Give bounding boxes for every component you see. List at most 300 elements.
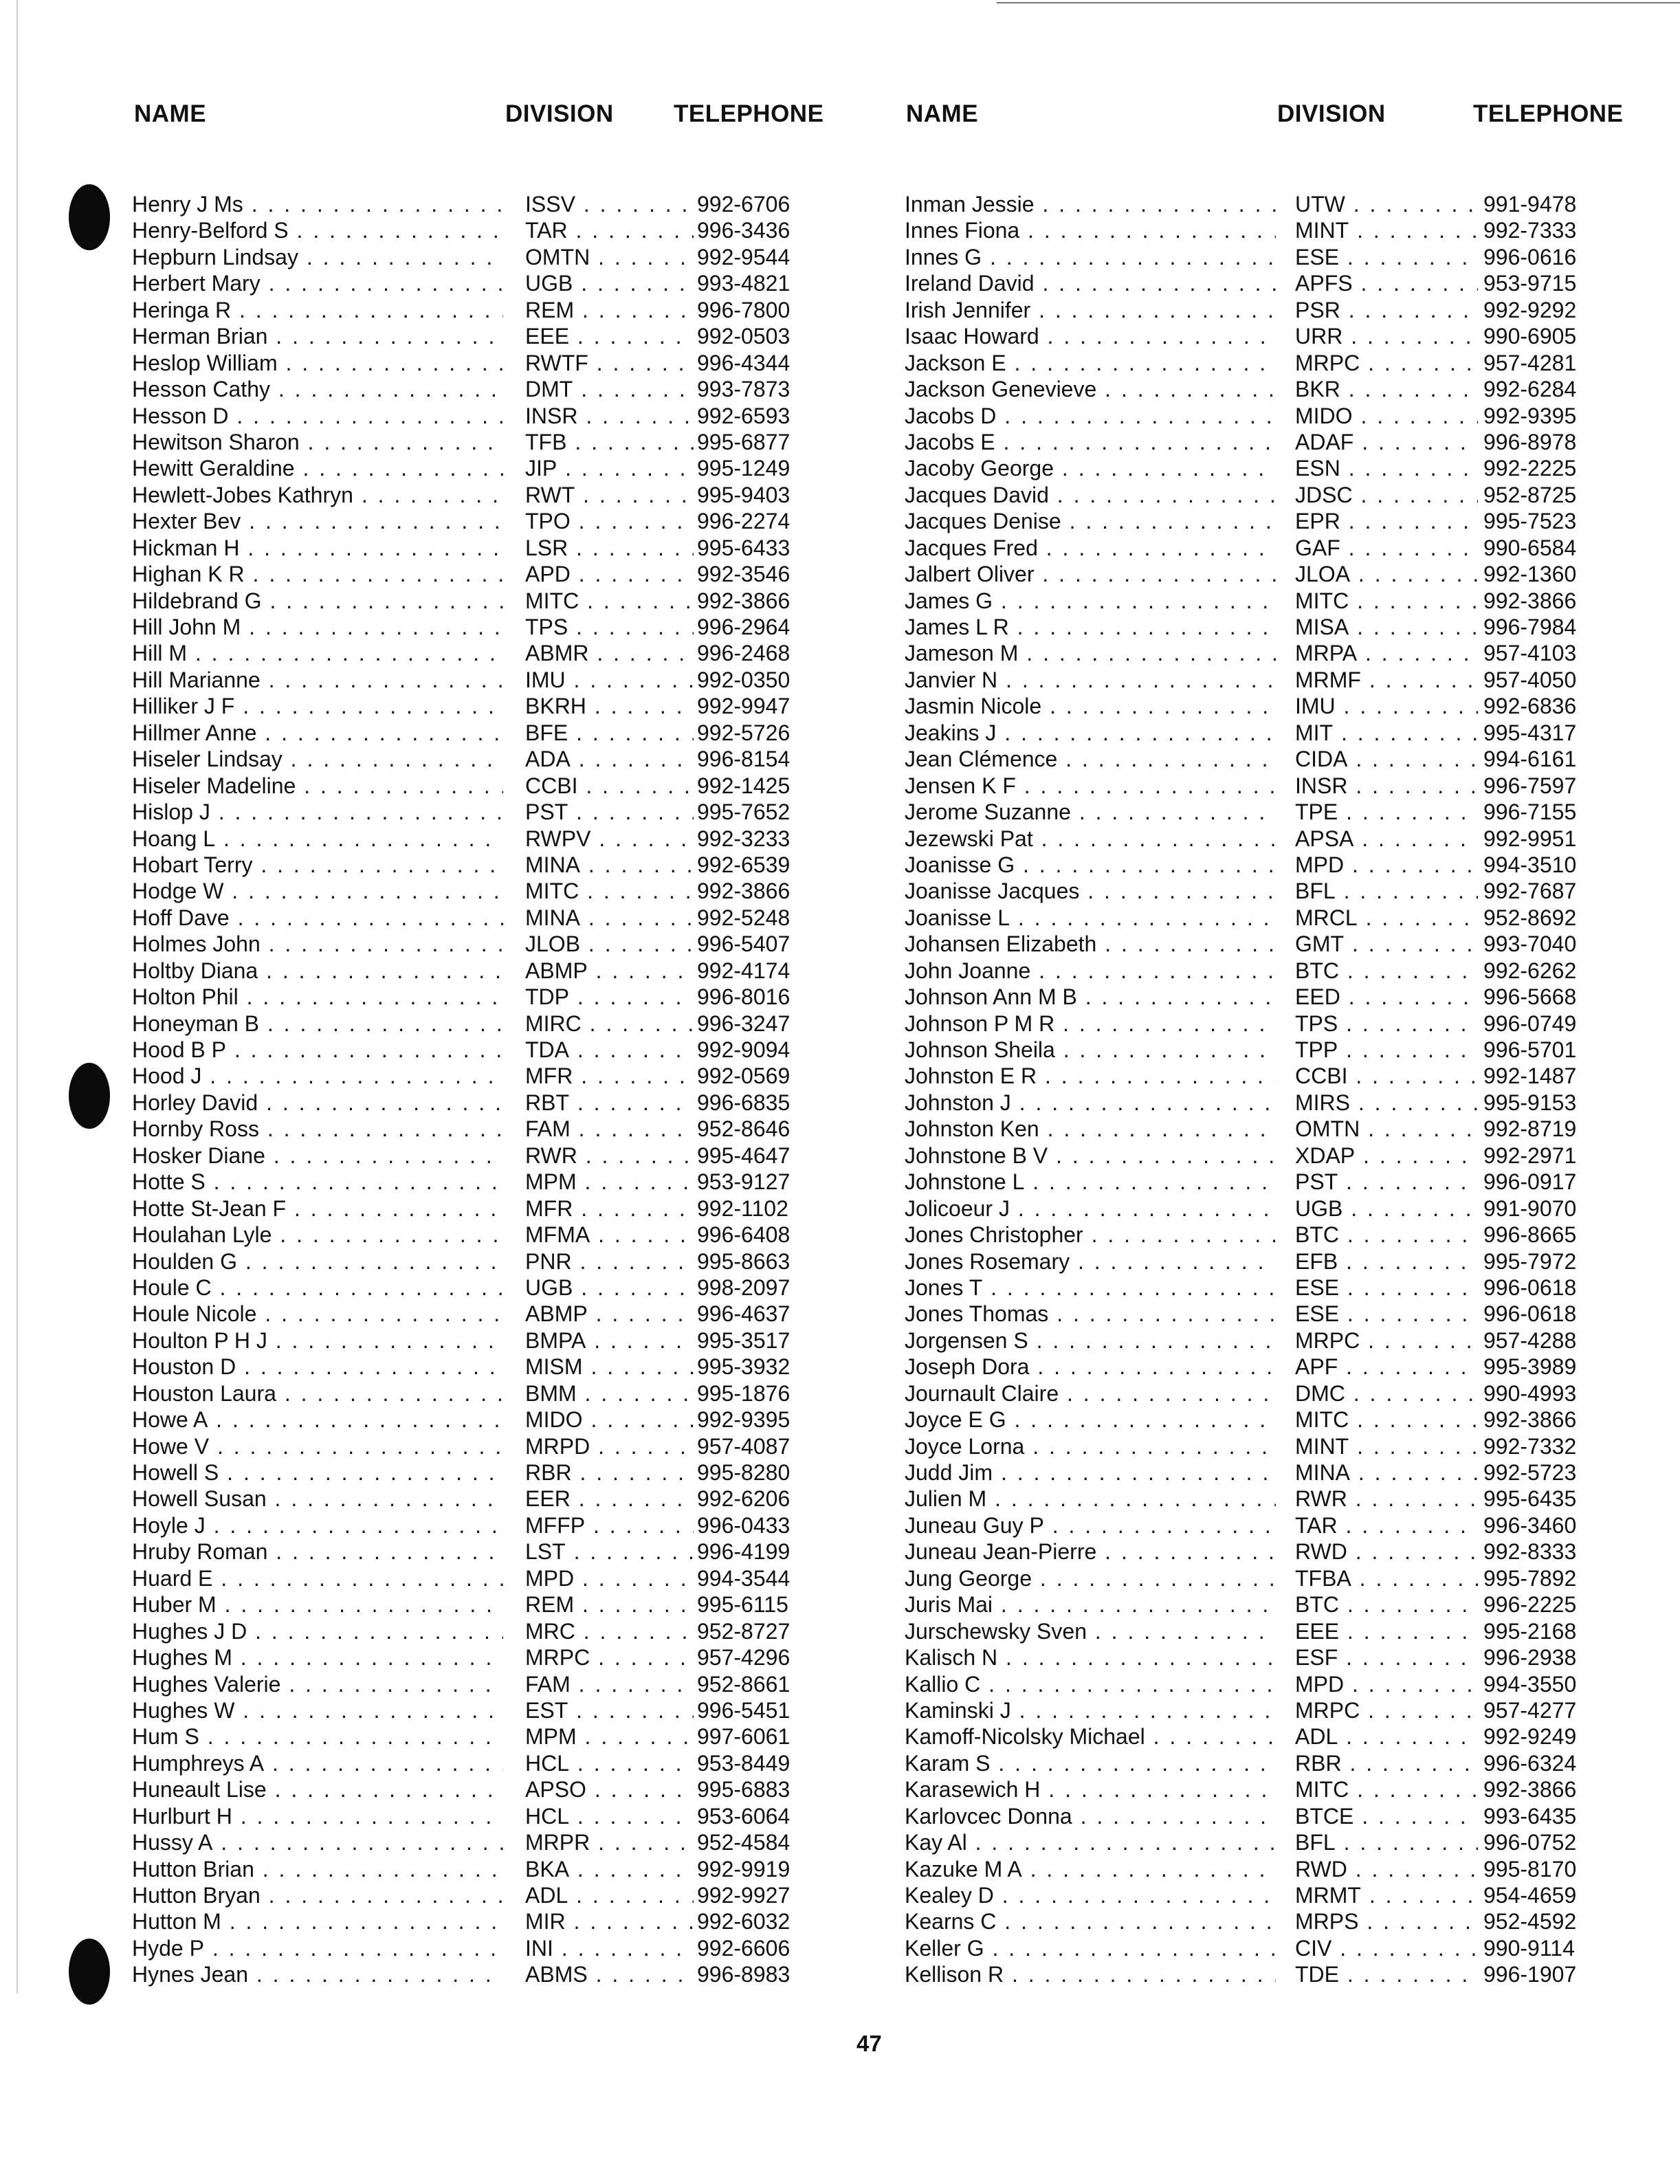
entry-division: APF . . .: [1295, 1354, 1478, 1380]
entry-telephone: 995-8663: [694, 1248, 790, 1275]
entry-division: MRPC . . .: [1295, 350, 1478, 376]
binder-hole: [69, 1063, 110, 1129]
entry-division: TPO . . .: [525, 508, 694, 534]
entry-name: Hughes J D . . .: [132, 1618, 503, 1644]
entry-division: MRPC . . .: [525, 1644, 694, 1670]
entry-name: Houle Nicole . . .: [132, 1301, 503, 1327]
entry-name: Hutton M . . .: [132, 1908, 503, 1934]
entry-telephone: 992-3866: [694, 588, 790, 614]
entry-division: MRPS . . .: [1295, 1908, 1478, 1934]
entry-name: Jacobs D . . .: [905, 403, 1276, 429]
entry-division: RBR . . .: [1295, 1750, 1478, 1776]
entry-name: Jacoby George . . .: [905, 455, 1276, 481]
entry-telephone: 996-5451: [694, 1697, 790, 1723]
entry-telephone: 990-4993: [1481, 1380, 1576, 1407]
entry-division: TPS . . .: [1295, 1011, 1478, 1037]
entry-division: ISSV . . .: [525, 191, 694, 217]
entry-division: BTC . . .: [1295, 1222, 1478, 1248]
entry-telephone: 957-4288: [1481, 1327, 1576, 1354]
entry-division: MINT . . .: [1295, 217, 1478, 243]
entry-name: Irish Jennifer . . .: [905, 297, 1276, 323]
entry-telephone: 992-2971: [1481, 1143, 1576, 1169]
entry-telephone: 990-6584: [1481, 535, 1576, 561]
entry-telephone: 996-2964: [694, 614, 790, 640]
entry-telephone: 996-8154: [694, 746, 790, 772]
entry-name: Hexter Bev . . .: [132, 508, 503, 534]
entry-telephone: 996-2225: [1481, 1591, 1576, 1618]
entry-telephone: 994-3550: [1481, 1671, 1576, 1697]
entry-name: Huneault Lise . . .: [132, 1776, 503, 1802]
entry-name: Henry-Belford S . . .: [132, 217, 503, 243]
entry-name: Huard E . . .: [132, 1565, 503, 1591]
entry-name: Hornby Ross . . .: [132, 1116, 503, 1142]
entry-telephone: 953-6064: [694, 1803, 790, 1829]
entry-telephone: 996-2938: [1481, 1644, 1576, 1670]
entry-name: Joyce E G . . .: [905, 1407, 1276, 1433]
entry-name: Jurschewsky Sven . . .: [905, 1618, 1276, 1644]
entry-name: Juneau Guy P . . .: [905, 1512, 1276, 1538]
entry-name: Henry J Ms . . .: [132, 191, 503, 217]
entry-telephone: 996-5407: [694, 931, 790, 957]
entry-telephone: 996-1907: [1481, 1961, 1576, 1987]
entry-telephone: 995-3989: [1481, 1354, 1576, 1380]
entry-telephone: 952-8725: [1481, 482, 1576, 508]
entry-division: IMU . . .: [1295, 693, 1478, 719]
entry-name: Jeakins J . . .: [905, 720, 1276, 746]
entry-division: CIDA . . .: [1295, 746, 1478, 772]
entry-division: BTC . . .: [1295, 958, 1478, 984]
entry-telephone: 996-8016: [694, 984, 790, 1010]
entry-division: MRMF . . .: [1295, 667, 1478, 693]
page-number: 47: [856, 2031, 882, 2056]
entry-division: TPE . . .: [1295, 799, 1478, 825]
entry-name: Jones Rosemary . . .: [905, 1248, 1276, 1275]
entry-telephone: 996-8665: [1481, 1222, 1576, 1248]
entry-name: Herman Brian . . .: [132, 323, 503, 349]
entry-name: Juris Mai . . .: [905, 1591, 1276, 1618]
entry-name: Keller G . . .: [905, 1935, 1276, 1961]
entry-name: Hill M . . .: [132, 640, 503, 666]
entry-telephone: 957-4281: [1481, 350, 1576, 376]
entry-name: Jacques David . . .: [905, 482, 1276, 508]
entry-division: RBR . . .: [525, 1459, 694, 1486]
entry-division: MINA . . .: [525, 905, 694, 931]
entry-telephone: 992-9395: [694, 1407, 790, 1433]
entry-division: FAM . . .: [525, 1116, 694, 1142]
entry-telephone: 957-4296: [694, 1644, 790, 1670]
entry-division: MITC . . .: [1295, 588, 1478, 614]
entry-name: Hilliker J F . . .: [132, 693, 503, 719]
entry-name: Jalbert Oliver . . .: [905, 561, 1276, 587]
entry-telephone: 992-0569: [694, 1063, 790, 1089]
entry-telephone: 995-9403: [694, 482, 790, 508]
entry-name: Hislop J . . .: [132, 799, 503, 825]
entry-name: Jolicoeur J . . .: [905, 1195, 1276, 1222]
entry-telephone: 992-5248: [694, 905, 790, 931]
entry-division: MPD . . .: [1295, 1671, 1478, 1697]
entry-division: ESF . . .: [1295, 1644, 1478, 1670]
entry-name: Hepburn Lindsay . . .: [132, 244, 503, 270]
entry-name: Joyce Lorna . . .: [905, 1433, 1276, 1459]
entry-name: Holtby Diana . . .: [132, 958, 503, 984]
entry-name: Jensen K F . . .: [905, 773, 1276, 799]
entry-telephone: 996-0618: [1481, 1301, 1576, 1327]
entry-name: Johnston Ken . . .: [905, 1116, 1276, 1142]
entry-telephone: 992-9947: [694, 693, 790, 719]
entry-name: Hillmer Anne . . .: [132, 720, 503, 746]
left-header-division: DIVISION: [505, 100, 614, 127]
entry-telephone: 957-4103: [1481, 640, 1576, 666]
entry-division: PSR . . .: [1295, 297, 1478, 323]
entry-division: EEE . . .: [1295, 1618, 1478, 1644]
entry-name: Holmes John . . .: [132, 931, 503, 957]
entry-telephone: 992-3233: [694, 826, 790, 852]
entry-division: TFB . . .: [525, 429, 694, 455]
entry-telephone: 992-6606: [694, 1935, 790, 1961]
entry-telephone: 996-0917: [1481, 1169, 1576, 1195]
entry-telephone: 996-7597: [1481, 773, 1576, 799]
entry-telephone: 992-9395: [1481, 403, 1576, 429]
entry-division: ADL . . .: [1295, 1723, 1478, 1750]
entry-division: JLOA . . .: [1295, 561, 1478, 587]
entry-division: TDP . . .: [525, 984, 694, 1010]
entry-division: MRPR . . .: [525, 1829, 694, 1855]
entry-telephone: 998-2097: [694, 1275, 790, 1301]
entry-name: Innes Fiona . . .: [905, 217, 1276, 243]
entry-telephone: 953-8449: [694, 1750, 790, 1776]
entry-name: Howell S . . .: [132, 1459, 503, 1486]
entry-division: HCL . . .: [525, 1750, 694, 1776]
entry-telephone: 992-7687: [1481, 878, 1576, 904]
entry-division: CCBI . . .: [525, 773, 694, 799]
entry-name: Jameson M . . .: [905, 640, 1276, 666]
entry-name: Karasewich H . . .: [905, 1776, 1276, 1802]
entry-division: ESE . . .: [1295, 1275, 1478, 1301]
entry-telephone: 992-7333: [1481, 217, 1576, 243]
entry-name: Johnson Ann M B . . .: [905, 984, 1276, 1010]
entry-division: URR . . .: [1295, 323, 1478, 349]
left-header-telephone: TELEPHONE: [674, 100, 824, 127]
entry-division: MPD . . .: [1295, 852, 1478, 878]
entry-telephone: 995-3932: [694, 1354, 790, 1380]
entry-telephone: 995-2168: [1481, 1618, 1576, 1644]
entry-division: MITC . . .: [1295, 1407, 1478, 1433]
entry-name: Hutton Bryan . . .: [132, 1882, 503, 1908]
entry-telephone: 990-9114: [1481, 1935, 1575, 1961]
entry-name: Hughes W . . .: [132, 1697, 503, 1723]
entry-division: BFL . . .: [1295, 1829, 1478, 1855]
entry-division: MFR . . .: [525, 1063, 694, 1089]
entry-telephone: 995-6435: [1481, 1486, 1576, 1512]
entry-name: Heringa R . . .: [132, 297, 503, 323]
entry-name: Hum S . . .: [132, 1723, 503, 1750]
entry-name: Johnston J . . .: [905, 1090, 1276, 1116]
entry-division: REM . . .: [525, 297, 694, 323]
entry-telephone: 992-6706: [694, 191, 790, 217]
entry-telephone: 996-4637: [694, 1301, 790, 1327]
entry-name: Johnstone L . . .: [905, 1169, 1276, 1195]
entry-name: Jacques Denise . . .: [905, 508, 1276, 534]
entry-telephone: 992-9249: [1481, 1723, 1576, 1750]
entry-division: MRPD . . .: [525, 1433, 694, 1459]
entry-name: Hickman H . . .: [132, 535, 503, 561]
entry-division: ADAF . . .: [1295, 429, 1478, 455]
entry-division: MINA . . .: [525, 852, 694, 878]
entry-name: Hurlburt H . . .: [132, 1803, 503, 1829]
entry-telephone: 992-8719: [1481, 1116, 1576, 1142]
entry-telephone: 996-8983: [694, 1961, 790, 1987]
entry-division: EPR . . .: [1295, 508, 1478, 534]
right-header-name: NAME: [906, 100, 979, 127]
entry-name: Jacques Fred . . .: [905, 535, 1276, 561]
entry-division: BFE . . .: [525, 720, 694, 746]
entry-name: Judd Jim . . .: [905, 1459, 1276, 1486]
entry-division: BMM . . .: [525, 1380, 694, 1407]
entry-name: Kalisch N . . .: [905, 1644, 1276, 1670]
entry-name: Hewlett-Jobes Kathryn . . .: [132, 482, 503, 508]
entry-division: MRPC . . .: [1295, 1697, 1478, 1723]
entry-division: EEE . . .: [525, 323, 694, 349]
entry-division: MISA . . .: [1295, 614, 1478, 640]
entry-division: MRC . . .: [525, 1618, 694, 1644]
entry-division: MIR . . .: [525, 1908, 694, 1934]
entry-division: GAF . . .: [1295, 535, 1478, 561]
entry-name: Joanisse G . . .: [905, 852, 1276, 878]
entry-division: MFFP . . .: [525, 1512, 694, 1538]
entry-telephone: 995-1876: [694, 1380, 790, 1407]
binder-hole: [69, 184, 110, 250]
entry-name: Hyde P . . .: [132, 1935, 503, 1961]
entry-telephone: 995-8170: [1481, 1856, 1576, 1882]
entry-division: RWR . . .: [1295, 1486, 1478, 1512]
entry-division: RWD . . .: [1295, 1856, 1478, 1882]
entry-telephone: 992-6262: [1481, 958, 1576, 984]
entry-telephone: 996-0433: [694, 1512, 790, 1538]
entry-telephone: 996-3247: [694, 1011, 790, 1037]
entry-name: Hewitt Geraldine . . .: [132, 455, 503, 481]
entry-telephone: 996-4344: [694, 350, 790, 376]
entry-name: Hoyle J . . .: [132, 1512, 503, 1538]
entry-division: ABMS . . .: [525, 1961, 694, 1987]
entry-name: Johansen Elizabeth . . .: [905, 931, 1276, 957]
entry-telephone: 992-3546: [694, 561, 790, 587]
entry-telephone: 992-0350: [694, 667, 790, 693]
entry-division: MINA . . .: [1295, 1459, 1478, 1486]
entry-name: Howe A . . .: [132, 1407, 503, 1433]
entry-division: RWTF . . .: [525, 350, 694, 376]
entry-name: Hughes Valerie . . .: [132, 1671, 503, 1697]
entry-name: Juneau Jean-Pierre . . .: [905, 1538, 1276, 1565]
entry-telephone: 996-7984: [1481, 614, 1576, 640]
entry-name: Kamoff-Nicolsky Michael . . .: [905, 1723, 1276, 1750]
entry-division: UGB . . .: [525, 270, 694, 296]
entry-division: ADA . . .: [525, 746, 694, 772]
entry-telephone: 996-0618: [1481, 1275, 1576, 1301]
entry-division: INSR . . .: [1295, 773, 1478, 799]
entry-division: FAM . . .: [525, 1671, 694, 1697]
entry-name: Hiseler Madeline . . .: [132, 773, 503, 799]
entry-division: ABMP . . .: [525, 1301, 694, 1327]
entry-telephone: 992-9094: [694, 1037, 790, 1063]
entry-telephone: 996-3436: [694, 217, 790, 243]
entry-name: Jacobs E . . .: [905, 429, 1276, 455]
entry-telephone: 952-4584: [694, 1829, 790, 1855]
entry-division: MPM . . .: [525, 1723, 694, 1750]
entry-division: ESE . . .: [1295, 244, 1478, 270]
entry-name: Hynes Jean . . .: [132, 1961, 503, 1987]
entry-division: PST . . .: [1295, 1169, 1478, 1195]
entry-division: BMPA . . .: [525, 1327, 694, 1354]
entry-division: UTW . . .: [1295, 191, 1478, 217]
entry-name: Jones Thomas . . .: [905, 1301, 1276, 1327]
entry-name: Jones T . . .: [905, 1275, 1276, 1301]
entry-name: James G . . .: [905, 588, 1276, 614]
entry-name: Houlahan Lyle . . .: [132, 1222, 503, 1248]
entry-division: XDAP . . .: [1295, 1143, 1478, 1169]
entry-name: Kallio C . . .: [905, 1671, 1276, 1697]
entry-division: REM . . .: [525, 1591, 694, 1618]
entry-division: RBT . . .: [525, 1090, 694, 1116]
entry-name: Kearns C . . .: [905, 1908, 1276, 1934]
entry-telephone: 992-9292: [1481, 297, 1576, 323]
entry-telephone: 994-6161: [1481, 746, 1576, 772]
entry-name: John Joanne . . .: [905, 958, 1276, 984]
entry-division: BTC . . .: [1295, 1591, 1478, 1618]
entry-name: Hosker Diane . . .: [132, 1143, 503, 1169]
entry-name: Journault Claire . . .: [905, 1380, 1276, 1407]
entry-division: TPS . . .: [525, 614, 694, 640]
entry-telephone: 995-9153: [1481, 1090, 1576, 1116]
entry-telephone: 953-9127: [694, 1169, 790, 1195]
entry-division: DMT . . .: [525, 376, 694, 402]
entry-division: JDSC . . .: [1295, 482, 1478, 508]
entry-division: APFS . . .: [1295, 270, 1478, 296]
entry-division: CIV . . .: [1295, 1935, 1478, 1961]
entry-division: RWD . . .: [1295, 1538, 1478, 1565]
entry-division: DMC . . .: [1295, 1380, 1478, 1407]
entry-name: Hewitson Sharon . . .: [132, 429, 503, 455]
entry-telephone: 996-7800: [694, 297, 790, 323]
entry-name: Kay Al . . .: [905, 1829, 1276, 1855]
entry-telephone: 995-6115: [694, 1591, 788, 1618]
entry-telephone: 997-6061: [694, 1723, 790, 1750]
right-header-telephone: TELEPHONE: [1473, 100, 1624, 127]
entry-telephone: 992-1425: [694, 773, 790, 799]
entry-name: Jasmin Nicole . . .: [905, 693, 1276, 719]
entry-telephone: 992-1487: [1481, 1063, 1576, 1089]
entry-division: ADL . . .: [525, 1882, 694, 1908]
entry-telephone: 992-6284: [1481, 376, 1576, 402]
entry-name: Hesson Cathy . . .: [132, 376, 503, 402]
entry-telephone: 952-8692: [1481, 905, 1576, 931]
entry-division: MISM . . .: [525, 1354, 694, 1380]
entry-name: Holton Phil . . .: [132, 984, 503, 1010]
entry-name: Joanisse L . . .: [905, 905, 1276, 931]
entry-telephone: 992-8333: [1481, 1538, 1576, 1565]
entry-name: Hotte S . . .: [132, 1169, 503, 1195]
entry-division: MRPC . . .: [1295, 1327, 1478, 1354]
entry-division: MITC . . .: [525, 588, 694, 614]
entry-name: Inman Jessie . . .: [905, 191, 1276, 217]
entry-telephone: 995-7523: [1481, 508, 1576, 534]
entry-telephone: 992-0503: [694, 323, 790, 349]
entry-telephone: 952-4592: [1481, 1908, 1576, 1934]
entry-division: MPD . . .: [525, 1565, 694, 1591]
entry-division: PST . . .: [525, 799, 694, 825]
entry-telephone: 995-1249: [694, 455, 790, 481]
entry-telephone: 992-2225: [1481, 455, 1576, 481]
entry-name: Kaminski J . . .: [905, 1697, 1276, 1723]
entry-name: Isaac Howard . . .: [905, 323, 1276, 349]
entry-name: Howe V . . .: [132, 1433, 503, 1459]
entry-telephone: 992-9919: [694, 1856, 790, 1882]
entry-division: BFL . . .: [1295, 878, 1478, 904]
right-header-division: DIVISION: [1277, 100, 1386, 127]
entry-name: Jerome Suzanne . . .: [905, 799, 1276, 825]
entry-division: RWR . . .: [525, 1143, 694, 1169]
entry-name: Houle C . . .: [132, 1275, 503, 1301]
entry-name: Houlton P H J . . .: [132, 1327, 503, 1354]
entry-name: Houston Laura . . .: [132, 1380, 503, 1407]
entry-division: MIDO . . .: [1295, 403, 1478, 429]
entry-telephone: 995-6877: [694, 429, 790, 455]
entry-telephone: 992-5723: [1481, 1459, 1576, 1486]
entry-division: BTCE . . .: [1295, 1803, 1478, 1829]
entry-division: TFBA . . .: [1295, 1565, 1478, 1591]
entry-telephone: 996-6324: [1481, 1750, 1576, 1776]
entry-name: Kealey D . . .: [905, 1882, 1276, 1908]
entry-division: EFB . . .: [1295, 1248, 1478, 1275]
entry-telephone: 992-6836: [1481, 693, 1576, 719]
entry-telephone: 957-4277: [1481, 1697, 1576, 1723]
entry-telephone: 995-4317: [1481, 720, 1576, 746]
entry-name: Kellison R . . .: [905, 1961, 1276, 1987]
entry-name: Hildebrand G . . .: [132, 588, 503, 614]
entry-name: Jackson E . . .: [905, 350, 1276, 376]
entry-name: Kazuke M A . . .: [905, 1856, 1276, 1882]
entry-telephone: 992-3866: [694, 878, 790, 904]
entry-name: Hill Marianne . . .: [132, 667, 503, 693]
entry-telephone: 996-2274: [694, 508, 790, 534]
entry-division: RWT . . .: [525, 482, 694, 508]
entry-name: Hood B P . . .: [132, 1037, 503, 1063]
entry-division: MITC . . .: [525, 878, 694, 904]
entry-name: Jezewski Pat . . .: [905, 826, 1276, 852]
entry-telephone: 996-3460: [1481, 1512, 1576, 1538]
entry-name: Hill John M . . .: [132, 614, 503, 640]
entry-division: APSA . . .: [1295, 826, 1478, 852]
entry-division: MRMT . . .: [1295, 1882, 1478, 1908]
entry-telephone: 996-6408: [694, 1222, 790, 1248]
top-rule: [997, 2, 1680, 3]
entry-telephone: 996-2468: [694, 640, 790, 666]
entry-name: Johnston E R . . .: [905, 1063, 1276, 1089]
entry-division: EED . . .: [1295, 984, 1478, 1010]
entry-name: Hutton Brian . . .: [132, 1856, 503, 1882]
entry-telephone: 995-8280: [694, 1459, 790, 1486]
entry-division: ESN . . .: [1295, 455, 1478, 481]
entry-division: IMU . . .: [525, 667, 694, 693]
entry-telephone: 992-1360: [1481, 561, 1576, 587]
entry-division: MINT . . .: [1295, 1433, 1478, 1459]
entry-name: Jones Christopher . . .: [905, 1222, 1276, 1248]
entry-telephone: 991-9070: [1481, 1195, 1576, 1222]
entry-name: Horley David . . .: [132, 1090, 503, 1116]
entry-telephone: 996-0749: [1481, 1011, 1576, 1037]
entry-division: BKR . . .: [1295, 376, 1478, 402]
entry-telephone: 996-5701: [1481, 1037, 1576, 1063]
entry-name: Jackson Genevieve . . .: [905, 376, 1276, 402]
